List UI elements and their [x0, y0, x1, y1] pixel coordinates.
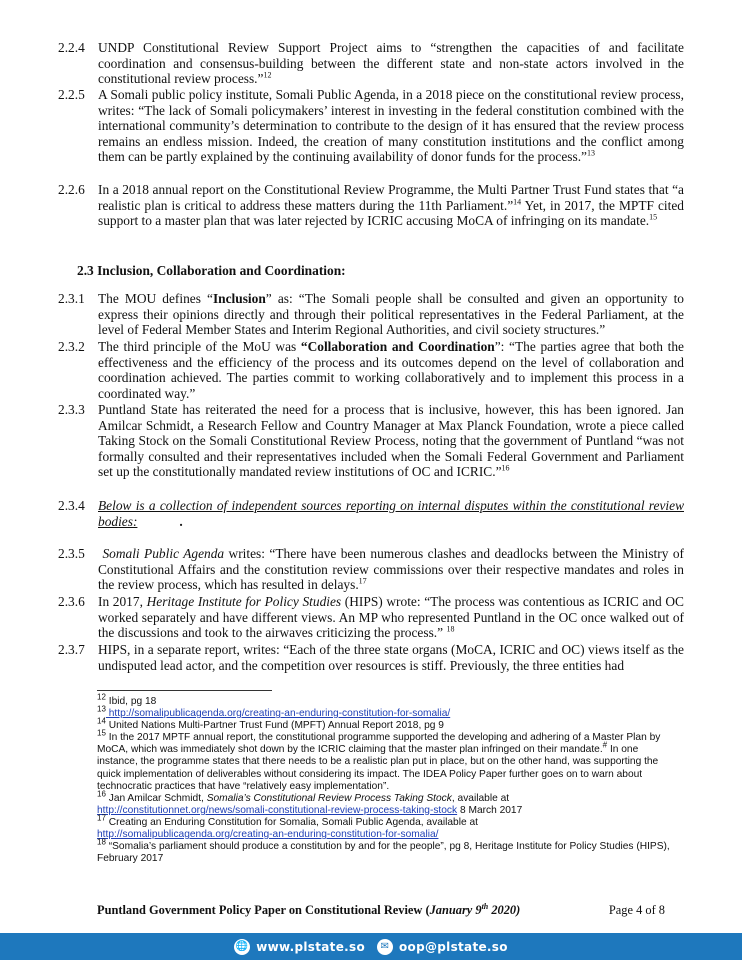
- mail-icon: ✉: [377, 939, 393, 955]
- footnote-mark: 12: [97, 692, 106, 702]
- page-footer: [97, 903, 665, 918]
- paragraph-2-2-6: [58, 182, 684, 229]
- paragraph-text: The third principle of the MoU was: [98, 339, 301, 354]
- paragraph-number: 2.3.3: [58, 402, 85, 417]
- footer-date-tail: 2020): [488, 903, 521, 917]
- footnote-ref: 16: [501, 463, 510, 473]
- paragraph-number: 2.3.7: [58, 642, 85, 657]
- footnote-text: In one instance, the programme states that there needs to be a realistic plan put in place, but on the other hand, was supporting the quick implementation of deliverables without considering its impact. The IDEA Policy Paper further goes on to warn about technocratic practices that have “relatively easy implementation”.: [97, 744, 659, 792]
- page-number: Page 4 of 8: [608, 903, 665, 917]
- paragraph-text: A Somali public policy institute, Somali Public Agenda, in a 2018 piece on the constitutional review process, writes: “The lack of Somali policymakers’ interest in investing in the federal constitution combined with the international community’s determination to contribute to the design of it has ensured that the review process remains an endless mission. Indeed, the creation of many constitution institutions and the conflict among them can be partly explained by the continuing availability of donor funds for the process.”: [98, 87, 684, 165]
- paragraph-2-2-5: [58, 87, 684, 165]
- paragraph-number: 2.3.5: [58, 546, 85, 561]
- footnote-ref: 12: [263, 70, 272, 80]
- paragraph-number: 2.2.6: [58, 182, 85, 197]
- footnote-15: [97, 728, 677, 792]
- footnote-mark: 16: [97, 789, 106, 799]
- footnote-ref: 18: [446, 624, 455, 634]
- paragraph-text: In a 2018 annual report on the Constitutional Review Programme, the Multi Partner Trust Fund states that “a realistic plan is critical to address these matters during the 11th Parliament.”: [98, 182, 684, 213]
- bold-term: “Collaboration and Coordination: [300, 339, 495, 354]
- paragraph-number: 2.3.2: [58, 339, 85, 354]
- contact-bar: [0, 933, 742, 960]
- footnote-mark: 15: [97, 728, 106, 738]
- footnote-text: Jan Amilcar Schmidt,: [105, 792, 207, 804]
- footnotes: [97, 692, 677, 865]
- footnote-text: In the 2017 MPTF annual report, the constitutional programme supported the developing and adhering of a Master Plan by MoCA, which was immediately shot down by the ICRIC claiming that the master plan infringed on their mandate.: [97, 732, 661, 756]
- globe-icon: 🌐: [234, 939, 250, 955]
- footer-title: Puntland Government Policy Paper on Constitutional Review (: [97, 903, 430, 917]
- paragraph-number: 2.2.4: [58, 40, 85, 55]
- intro-text: Below is a collection of independent sources reporting on internal disputes within the constitutional review bodies:: [98, 498, 684, 529]
- footnote-mark: 18: [97, 837, 106, 847]
- paragraph-text: ”: “The parties agree that both the effectiveness and the efficiency of the process and its outcomes depend on the level of collaboration and coordination achieved. The parties commit to working collaboratively and to implement this process in a coordinated way.”: [98, 339, 684, 401]
- footnote-ref: 13: [587, 148, 595, 158]
- source-name: Heritage Institute for Policy Studies: [146, 594, 342, 609]
- footnote-mark: 13: [97, 704, 106, 714]
- paragraph-text: ” as: “The Somali people shall be consulted and given an opportunity to express their opinions directly and through their political representatives in the Federal Parliament, at the level of Federal Member States and Interim Regional Authorities, and civil society structures.”: [98, 291, 684, 338]
- footnote-link[interactable]: http://constitutionnet.org/news/somali-constitutional-review-process-taking-stock: [97, 804, 458, 816]
- paragraph-2-3-5: [58, 546, 684, 593]
- footnote-12: [97, 692, 677, 708]
- paragraph-text: Puntland State has reiterated the need for a process that is inclusive, however, this has been ignored. Jan Amilcar Schmidt, a Research Fellow and Country Manager at Max Planck Foundation, wrote a piece called Taking Stock on the Somali Constitutional Review Process, noting that the government of Puntland “was not formally consulted and their representatives included when the Somali Federal Government and Parliament set up the constitutionally mandated review institutions of OC and ICRIC.”: [98, 402, 684, 480]
- paragraph-text: UNDP Constitutional Review Support Project aims to “strengthen the capacities of and facilitate coordination and consensus-building between the different state and non-state actors involved in the constitutional review process.”: [98, 40, 684, 87]
- email-text: oop@plstate.so: [398, 939, 508, 954]
- footnote-ref: 14: [513, 197, 522, 207]
- footnote-mark: 14: [97, 716, 106, 726]
- footnote-text: Creating an Enduring Constitution for Somalia, Somali Public Agenda, available at: [105, 816, 478, 828]
- footnote-link[interactable]: http://somalipublicagenda.org/creating-an-enduring-constitution-for-somalia/: [97, 829, 439, 841]
- paragraph-text: HIPS, in a separate report, writes: “Each of the three state organs (MoCA, ICRIC and OC) views itself as the undisputed lead actor, and the competition over resources is stiff. Previously, the three entities had: [98, 642, 684, 673]
- paragraph-text: Yet, in 2017, the MPTF cited support to a master plan that was later rejected by ICRIC accusing MoCA of infringing on its mandate.: [98, 197, 685, 229]
- paragraph-2-3-1: [58, 291, 684, 338]
- paragraph-number: 2.2.5: [58, 87, 85, 102]
- trailing-period: .: [179, 513, 183, 529]
- footnote-mark: 17: [97, 813, 106, 823]
- bold-term: Inclusion: [212, 291, 266, 306]
- footnote-link[interactable]: http://somalipublicagenda.org/creating-an-enduring-constitution-for-somalia/: [105, 708, 451, 720]
- paragraph-number: 2.3.6: [58, 594, 85, 609]
- footer-date-suffix: th: [481, 901, 489, 911]
- paragraph-text: The MOU defines “: [98, 291, 213, 306]
- footnote-14: [97, 716, 677, 732]
- footnote-16: [97, 789, 677, 817]
- paragraph-2-3-4: [58, 498, 684, 529]
- footnote-13: [97, 704, 677, 720]
- footnote-text: , available at: [451, 792, 510, 804]
- website-item[interactable]: [234, 939, 365, 955]
- paragraph-text: In 2017,: [98, 594, 147, 609]
- paragraph-2-3-2: [58, 339, 684, 401]
- footnote-18: [97, 837, 677, 865]
- footnote-text: United Nations Multi-Partner Trust Fund (MPFT) Annual Report 2018, pg 9: [105, 720, 444, 732]
- footnote-text: “Somalia’s parliament should produce a constitution by and for the people”, pg 8, Heritage Institute for Policy Studies (HIPS), February 2017: [97, 841, 670, 865]
- footnote-17: [97, 813, 677, 841]
- paragraph-2-3-3: [58, 402, 684, 480]
- footnote-ref: 15: [649, 212, 658, 222]
- paragraph-text: writes: “There have been numerous clashes and deadlocks between the Ministry of Constitutional Affairs and the constitution review commissions over their respective mandates and roles in the review process, which has resulted in delays.: [98, 546, 684, 593]
- website-text: www.plstate.so: [256, 939, 365, 954]
- paragraph-2-3-7: [58, 642, 684, 673]
- footnote-divider: [97, 690, 272, 691]
- source-name: Somali Public Agenda: [102, 546, 225, 561]
- paragraph-number: 2.3.1: [58, 291, 85, 306]
- footnote-ref: 17: [358, 576, 367, 586]
- footnote-text: 8 March 2017: [457, 804, 523, 816]
- paragraph-text: (HIPS) wrote: “The process was contentious as ICRIC and OC worked separately and have different views. An MP who represented Puntland in the OC once walked out of the discussions and took to the airwaves criticizing the process.”: [98, 594, 684, 641]
- paragraph-2-3-6: [58, 594, 684, 641]
- paragraph-number: 2.3.4: [58, 498, 85, 513]
- section-heading: 2.3 Inclusion, Collaboration and Coordination:: [77, 263, 346, 278]
- footer-date: January 9: [429, 903, 482, 917]
- paragraph-2-2-4: [58, 40, 684, 87]
- footnote-mark: #: [602, 740, 608, 750]
- email-item[interactable]: [377, 939, 508, 955]
- footnote-text: Ibid, pg 18: [105, 696, 157, 707]
- footnote-title: Somalia’s Constitutional Review Process Taking Stock: [206, 792, 452, 804]
